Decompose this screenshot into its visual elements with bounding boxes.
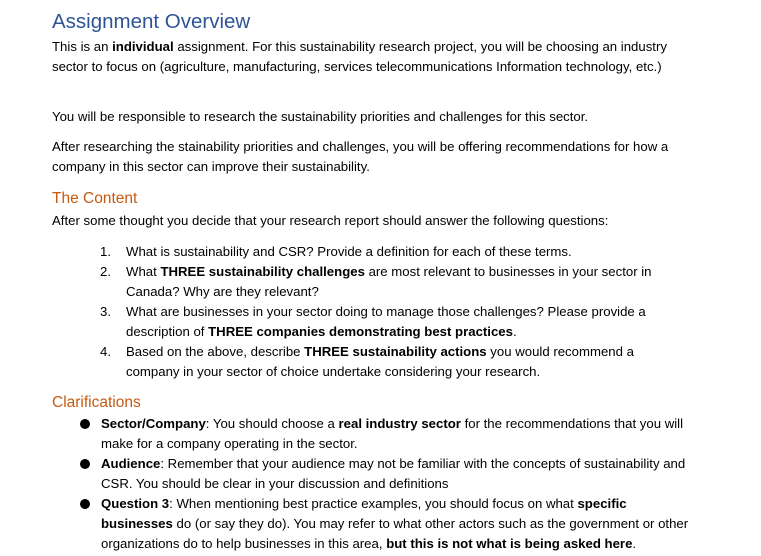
overview-paragraph-2: You will be responsible to research the sustainability priorities and challenges for this sector.	[52, 109, 589, 124]
question-number: 2.	[100, 264, 111, 279]
text-run: : Remember that your audience may not be familiar with the concepts of sustainability and CSR. You should be clear in your discussion and definitions	[101, 456, 686, 491]
question-item	[100, 342, 670, 382]
question-item	[100, 242, 670, 262]
questions-list	[100, 242, 670, 382]
bold-text: Sector/Company	[101, 416, 206, 431]
clarification-item	[78, 414, 698, 454]
bold-text: THREE sustainability actions	[304, 344, 487, 359]
bold-text: but this is not what is being asked here	[386, 536, 633, 551]
bold-text: individual	[112, 39, 174, 54]
bold-text: THREE sustainability challenges	[160, 264, 365, 279]
text-run: you would recommend a company in your sector of choice undertake considering your research.	[126, 344, 634, 379]
bullet-icon	[80, 419, 90, 429]
text-run: What is sustainability and CSR? Provide a definition for each of these terms.	[126, 244, 572, 259]
question-number: 4.	[100, 344, 111, 359]
bold-text: specific businesses	[101, 496, 627, 531]
text-run: Based on the above, describe	[126, 344, 305, 359]
bold-text: Audience	[101, 456, 161, 471]
bold-text: real industry sector	[338, 416, 461, 431]
text-run: for the recommendations that you will make for a company operating in the sector.	[101, 416, 684, 451]
bold-text: THREE companies demonstrating best practices	[208, 324, 513, 339]
overview-paragraph-1	[52, 37, 702, 77]
bullet-icon	[80, 499, 90, 509]
content-intro: After some thought you decide that your research report should answer the following questions:	[52, 213, 609, 228]
text-run: do (or say they do). You may refer to what other actors such as the government or other organizations do to help businesses in this area,	[101, 516, 689, 551]
text-run: are most relevant to businesses in your sector in Canada? Why are they relevant?	[126, 264, 652, 299]
text-run: .	[632, 536, 637, 551]
text-run: : When mentioning best practice examples, you should focus on what	[169, 496, 578, 511]
text-run: assignment. For this sustainability research project, you will be choosing an industry sector to focus on (agriculture, manufacturing, services telecommunications Information technology, etc.)	[52, 39, 667, 74]
text-run: What are businesses in your sector doing to manage those challenges? Please provide a description of	[126, 304, 646, 339]
text-run: .	[512, 324, 517, 339]
heading-clarifications: Clarifications	[52, 394, 141, 411]
overview-paragraph-3: After researching the stainability priorities and challenges, you will be offering recommendations for how a company in this sector can improve their sustainability.	[52, 139, 669, 174]
heading-assignment-overview: Assignment Overview	[52, 10, 251, 33]
text-run: This is an	[52, 39, 113, 54]
question-number: 3.	[100, 304, 111, 319]
question-item	[100, 302, 670, 342]
text-run: : You should choose a	[205, 416, 339, 431]
bold-text: Question 3	[101, 496, 170, 511]
heading-the-content: The Content	[52, 190, 138, 207]
text-run: What	[126, 264, 161, 279]
bullet-icon	[80, 459, 90, 469]
question-number: 1.	[100, 244, 111, 259]
clarification-item	[78, 454, 698, 494]
clarifications-list	[78, 414, 698, 554]
clarification-item	[78, 494, 698, 554]
question-item	[100, 262, 670, 302]
